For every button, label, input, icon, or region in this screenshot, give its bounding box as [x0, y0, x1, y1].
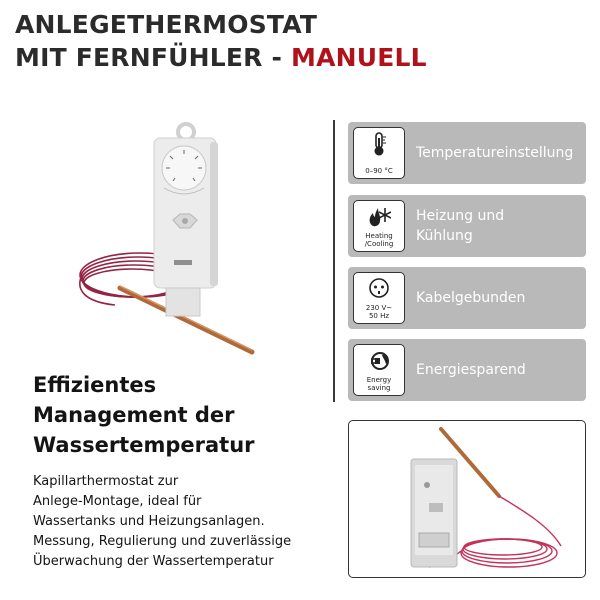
heading-line: Effizientes	[33, 373, 157, 397]
feature-icon-caption	[354, 232, 404, 248]
description-line: Anlege-Montage, ideal für	[33, 494, 202, 509]
description-line: Wassertanks und Heizungsanlagen.	[33, 514, 265, 529]
feature-label-text: Energiesparend	[416, 362, 526, 378]
feature-icon-caption	[354, 304, 404, 320]
feature-label	[416, 122, 581, 184]
feature-label-text: Kabelgebunden	[416, 290, 526, 306]
heading-line: Management der	[33, 403, 235, 427]
thermostat-detail-image	[348, 420, 586, 578]
feature-label-text: Temperatureinstellung	[416, 145, 574, 161]
thermostat-product-image	[60, 120, 280, 370]
caption-line: saving	[367, 384, 391, 392]
feature-wired	[348, 267, 586, 329]
caption-line: 50 Hz	[368, 312, 390, 320]
feature-icon-box	[353, 200, 405, 252]
caption-line: /Cooling	[364, 240, 394, 248]
description-line: Messung, Regulierung und zuverlässige	[33, 534, 292, 549]
vertical-divider	[333, 120, 335, 402]
label-line: Kühlung	[416, 228, 473, 244]
feature-label	[416, 195, 581, 257]
thermometer-icon	[367, 131, 391, 157]
caption-line: Energy	[366, 376, 392, 384]
feature-icon-box	[353, 344, 405, 396]
feature-icon-box	[353, 272, 405, 324]
caption-line: Heating	[365, 232, 393, 240]
feature-heating-cooling	[348, 195, 586, 257]
description-line: Kapillarthermostat zur	[33, 474, 179, 489]
caption-line: 230 V~	[365, 304, 393, 312]
thermostat-detail-illustration	[349, 421, 584, 576]
feature-temperature-setting	[348, 122, 586, 184]
feature-icon-caption: 0–90 °C	[365, 167, 393, 175]
description-line: Überwachung der Wassertemperatur	[33, 554, 274, 569]
energy-saving-plug-icon	[367, 348, 391, 374]
title-line-2: MIT FERNFÜHLER -	[15, 43, 292, 72]
power-plug-icon	[367, 276, 391, 302]
page-title	[15, 8, 427, 74]
title-accent: MANUELL	[291, 43, 427, 72]
product-description	[33, 472, 333, 572]
feature-icon-box	[353, 127, 405, 179]
title-line-1: ANLEGETHERMOSTAT	[15, 10, 318, 39]
flame-snowflake-icon	[367, 204, 391, 230]
section-heading	[33, 370, 255, 460]
feature-label-text	[416, 206, 504, 246]
feature-label	[416, 267, 581, 329]
heading-line: Wassertemperatur	[33, 433, 255, 457]
feature-icon-caption	[354, 376, 404, 392]
feature-label	[416, 339, 581, 401]
label-line: Heizung und	[416, 208, 505, 224]
feature-energy-saving	[348, 339, 586, 401]
